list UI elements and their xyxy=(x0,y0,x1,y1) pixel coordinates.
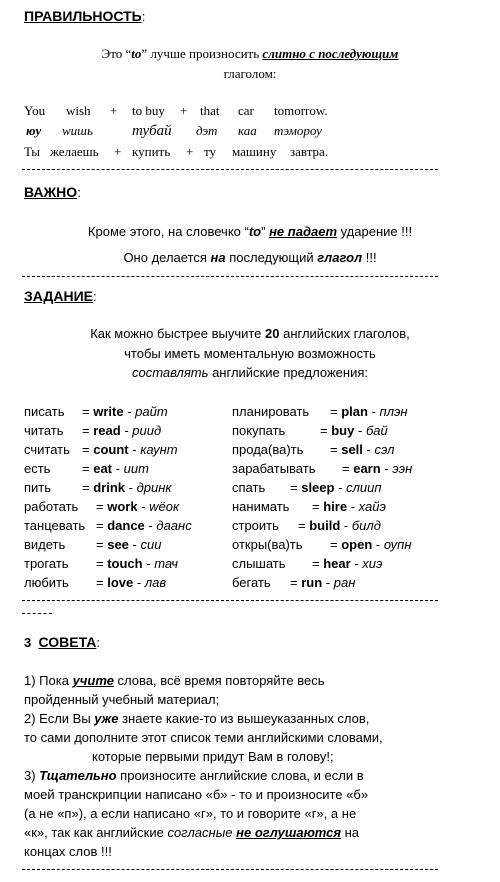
vocab-russian: откры(ва)ть xyxy=(232,537,303,552)
vocab-english: read xyxy=(93,423,121,438)
vocab-russian: спать xyxy=(232,480,266,495)
text-span: английских глаголов, xyxy=(279,326,410,341)
emphasis-merged: слитно с последующим xyxy=(262,46,399,61)
vocab-english: open xyxy=(341,537,373,552)
heading-text: ЗАДАНИЕ xyxy=(24,288,93,304)
vocab-transcription: хиэ xyxy=(362,556,383,571)
vocab-russian: слышать xyxy=(232,556,286,571)
vocab-row xyxy=(24,480,172,495)
vocab-dash: - xyxy=(148,518,153,533)
emphasis: на xyxy=(210,250,226,265)
vocab-equals: = xyxy=(342,461,350,476)
vocab-russian: считать xyxy=(24,442,70,457)
dashed-divider xyxy=(22,600,438,601)
number-emphasis: 20 xyxy=(265,326,280,341)
emphasis: составлять xyxy=(132,365,209,380)
heading-colon: : xyxy=(77,185,81,200)
vocab-transcription: оупн xyxy=(383,537,412,552)
vocab-transcription: каунт xyxy=(140,442,178,457)
text-span: глаголом: xyxy=(223,66,277,81)
vocab-equals: = xyxy=(312,499,320,514)
vocab-row xyxy=(24,442,178,457)
vocab-row xyxy=(232,461,412,476)
text-span: слова, всё время повторяйте весь xyxy=(113,673,325,688)
vocab-equals: = xyxy=(96,575,104,590)
word: + xyxy=(114,144,122,159)
vocab-dash: - xyxy=(366,442,371,457)
word: ту xyxy=(204,144,217,159)
heading-colon: : xyxy=(141,9,146,24)
heading-text: ВАЖНО xyxy=(24,184,78,200)
vocab-transcription: иит xyxy=(123,461,149,476)
text-span: чтобы иметь моментальную возможность xyxy=(124,346,376,361)
dashed-divider xyxy=(22,276,438,277)
vocab-dash: - xyxy=(350,499,356,514)
word: You xyxy=(24,103,46,118)
text-span: моей транскрипции написано «б» - то и произносите «б» xyxy=(24,787,369,802)
vocab-russian: планировать xyxy=(232,404,310,419)
vocab-transcription: дринк xyxy=(136,480,172,495)
word: wish xyxy=(66,103,91,118)
vocab-equals: = xyxy=(96,556,104,571)
vocab-english: run xyxy=(301,575,323,590)
vocab-equals: = xyxy=(330,537,338,552)
vocab-russian: зарабатывать xyxy=(232,461,316,476)
vocab-equals: = xyxy=(96,518,104,533)
text-span: которые первыми придут Вам в голову!; xyxy=(92,749,334,764)
dashed-divider xyxy=(22,869,438,870)
word: юу xyxy=(26,123,42,138)
word: car xyxy=(238,103,254,118)
text-span: последующий xyxy=(225,250,318,265)
vocab-transcription: слиип xyxy=(346,480,382,495)
vocab-row xyxy=(232,480,382,495)
paragraph-line xyxy=(0,224,500,239)
text-span: пройденный учебный материал; xyxy=(24,692,220,707)
vocab-russian: есть xyxy=(24,461,51,476)
vocab-transcription: ран xyxy=(333,575,356,590)
vocab-row xyxy=(24,461,149,476)
word: Ты xyxy=(24,144,41,159)
vocab-english: sleep xyxy=(301,480,335,495)
vocab-equals: = xyxy=(96,537,104,552)
vocab-english: dance xyxy=(107,518,145,533)
vocab-equals: = xyxy=(320,423,328,438)
vocab-russian: прода(ва)ть xyxy=(232,442,304,457)
text-span: произносите английские слова, и если в xyxy=(116,768,364,783)
vocab-transcription: даанс xyxy=(156,518,192,533)
emphasis-to: to xyxy=(131,46,142,61)
dashed-divider-tail xyxy=(22,613,52,614)
vocab-dash: - xyxy=(338,480,343,495)
vocab-row xyxy=(232,556,382,571)
tip-line xyxy=(24,692,219,707)
vocab-russian: покупать xyxy=(232,423,286,438)
vocab-transcription: риид xyxy=(132,423,162,438)
vocab-english: earn xyxy=(353,461,381,476)
vocab-row xyxy=(232,423,388,438)
vocab-row xyxy=(232,499,386,514)
vocab-transcription: тач xyxy=(154,556,178,571)
vocab-dash: - xyxy=(141,499,146,514)
vocab-equals: = xyxy=(298,518,306,533)
tip-line xyxy=(24,730,383,745)
vocab-english: plan xyxy=(341,404,368,419)
section-heading-tips xyxy=(24,634,100,650)
vocab-english: hire xyxy=(323,499,348,514)
vocab-row xyxy=(24,404,168,419)
emphasis: не оглушаются xyxy=(236,825,341,840)
word: + xyxy=(186,144,194,159)
vocab-english: write xyxy=(93,404,124,419)
heading-text: ПРАВИЛЬНОСТЬ xyxy=(24,8,142,24)
tip-line xyxy=(24,806,356,821)
text-span: концах слов !!! xyxy=(24,844,112,859)
vocab-russian: читать xyxy=(24,423,64,438)
vocab-transcription: хайэ xyxy=(358,499,386,514)
text-span: (а не «п»), а если написано «г», то и говорите «г», а не xyxy=(24,806,357,821)
vocab-russian: пить xyxy=(24,480,52,495)
word: that xyxy=(200,103,220,118)
paragraph-line xyxy=(0,250,500,265)
vocab-english: hear xyxy=(323,556,351,571)
vocab-row xyxy=(24,423,161,438)
section-heading-correctness xyxy=(24,8,145,24)
word: wишь xyxy=(62,123,93,138)
text-span: «к», так как английские xyxy=(24,825,168,840)
paragraph-line xyxy=(0,46,500,62)
word: машину xyxy=(232,144,277,159)
vocab-dash: - xyxy=(146,556,151,571)
vocab-row xyxy=(232,518,381,533)
tip-line xyxy=(24,673,325,688)
word: каа xyxy=(238,123,257,138)
paragraph-line xyxy=(0,346,500,361)
text-span: ударение !!! xyxy=(337,224,413,239)
text-span: на xyxy=(340,825,360,840)
paragraph-line xyxy=(0,365,500,380)
tip-line xyxy=(24,825,359,840)
vocab-row xyxy=(24,556,178,571)
vocab-equals: = xyxy=(330,442,338,457)
vocab-english: work xyxy=(107,499,138,514)
emphasis: не падает xyxy=(269,224,337,239)
vocab-transcription: сэл xyxy=(374,442,395,457)
vocab-russian: любить xyxy=(24,575,69,590)
vocab-english: sell xyxy=(341,442,363,457)
vocab-russian: видеть xyxy=(24,537,66,552)
vocab-dash: - xyxy=(136,575,142,590)
vocab-dash: - xyxy=(128,480,133,495)
tip-line xyxy=(24,787,368,802)
vocab-dash: - xyxy=(124,423,129,438)
vocab-russian: танцевать xyxy=(24,518,86,533)
tip-line xyxy=(24,844,112,859)
vocab-dash: - xyxy=(384,461,389,476)
vocab-equals: = xyxy=(290,575,298,590)
vocab-dash: - xyxy=(115,461,120,476)
vocab-equals: = xyxy=(82,480,90,495)
vocab-transcription: бай xyxy=(365,423,388,438)
vocab-russian: нанимать xyxy=(232,499,290,514)
word: купить xyxy=(132,144,171,159)
vocab-row xyxy=(232,537,411,552)
heading-number: 3 xyxy=(24,635,32,650)
text-span: !!! xyxy=(362,250,377,265)
vocab-english: build xyxy=(309,518,341,533)
emphasis: глагол xyxy=(317,250,363,265)
vocab-dash: - xyxy=(132,537,137,552)
heading-colon: : xyxy=(93,289,97,304)
text-span: знаете какие-то из вышеуказанных слов, xyxy=(118,711,370,726)
word: завтра. xyxy=(290,144,329,159)
tip-line xyxy=(92,749,334,764)
text-span: 1) Пока xyxy=(24,673,73,688)
vocab-row xyxy=(24,575,166,590)
vocab-english: see xyxy=(107,537,129,552)
vocab-equals: = xyxy=(82,423,90,438)
vocab-transcription: райт xyxy=(135,404,168,419)
emphasis: уже xyxy=(94,711,119,726)
vocab-dash: - xyxy=(375,537,381,552)
text-span: то сами дополните этот список теми английскими словами, xyxy=(24,730,383,745)
vocab-row xyxy=(24,518,192,533)
tip-line xyxy=(24,711,369,726)
vocab-equals: = xyxy=(312,556,320,571)
vocab-row xyxy=(232,404,408,419)
vocab-equals: = xyxy=(330,404,338,419)
vocab-dash: - xyxy=(371,404,376,419)
emphasis: Тщательно xyxy=(39,768,117,783)
vocab-transcription: wёок xyxy=(149,499,180,514)
vocab-transcription: сии xyxy=(140,537,162,552)
word: tomorrow. xyxy=(274,103,328,118)
dashed-divider xyxy=(22,169,438,170)
word: + xyxy=(110,103,118,118)
word: желаешь xyxy=(50,144,99,159)
text-span: английские предложения: xyxy=(208,365,368,380)
paragraph-line xyxy=(0,66,500,82)
vocab-row xyxy=(232,575,355,590)
tip-line xyxy=(24,768,364,783)
vocab-row xyxy=(232,442,394,457)
text-span: Как можно быстрее выучите xyxy=(90,326,266,341)
vocab-dash: - xyxy=(127,404,132,419)
word: + xyxy=(180,103,188,118)
text-span: 3) xyxy=(24,768,40,783)
vocab-transcription: билд xyxy=(351,518,381,533)
text-span: 2) Если Вы xyxy=(24,711,95,726)
vocab-russian: бегать xyxy=(232,575,271,590)
vocab-dash: - xyxy=(354,556,359,571)
text-span: Кроме этого, на словечко “ xyxy=(87,224,249,239)
vocab-english: drink xyxy=(93,480,126,495)
emphasis: учите xyxy=(72,673,114,688)
vocab-equals: = xyxy=(96,499,104,514)
vocab-equals: = xyxy=(82,461,90,476)
vocab-russian: трогать xyxy=(24,556,69,571)
vocab-russian: работать xyxy=(24,499,79,514)
text-span: ” лучше произносить xyxy=(141,46,263,61)
vocab-row xyxy=(24,499,179,514)
heading-text: СОВЕТА xyxy=(38,634,97,650)
vocab-english: count xyxy=(93,442,129,457)
vocab-english: love xyxy=(107,575,134,590)
emphasis-to: to xyxy=(248,224,262,239)
section-heading-task xyxy=(24,288,97,304)
text-span: ” xyxy=(261,224,270,239)
paragraph-line xyxy=(0,326,500,341)
vocab-transcription: ээн xyxy=(392,461,413,476)
text-span: Это “ xyxy=(101,46,132,61)
word: тубай xyxy=(132,123,172,139)
vocab-russian: писать xyxy=(24,404,65,419)
vocab-equals: = xyxy=(290,480,298,495)
vocab-transcription: лав xyxy=(144,575,167,590)
word: тэмороу xyxy=(274,123,322,138)
vocab-dash: - xyxy=(325,575,331,590)
vocab-dash: - xyxy=(132,442,137,457)
vocab-russian: строить xyxy=(232,518,279,533)
heading-colon: : xyxy=(96,635,100,650)
word: дэт xyxy=(196,123,218,138)
emphasis: согласные xyxy=(167,825,233,840)
vocab-dash: - xyxy=(357,423,363,438)
word: to buy xyxy=(132,103,165,118)
vocab-english: buy xyxy=(331,423,355,438)
vocab-dash: - xyxy=(343,518,349,533)
vocab-transcription: плэн xyxy=(379,404,408,419)
vocab-equals: = xyxy=(82,404,90,419)
vocab-equals: = xyxy=(82,442,90,457)
vocab-english: eat xyxy=(93,461,113,476)
section-heading-important xyxy=(24,184,81,200)
vocab-row xyxy=(24,537,161,552)
vocab-english: touch xyxy=(107,556,143,571)
text-span: Оно делается xyxy=(123,250,211,265)
